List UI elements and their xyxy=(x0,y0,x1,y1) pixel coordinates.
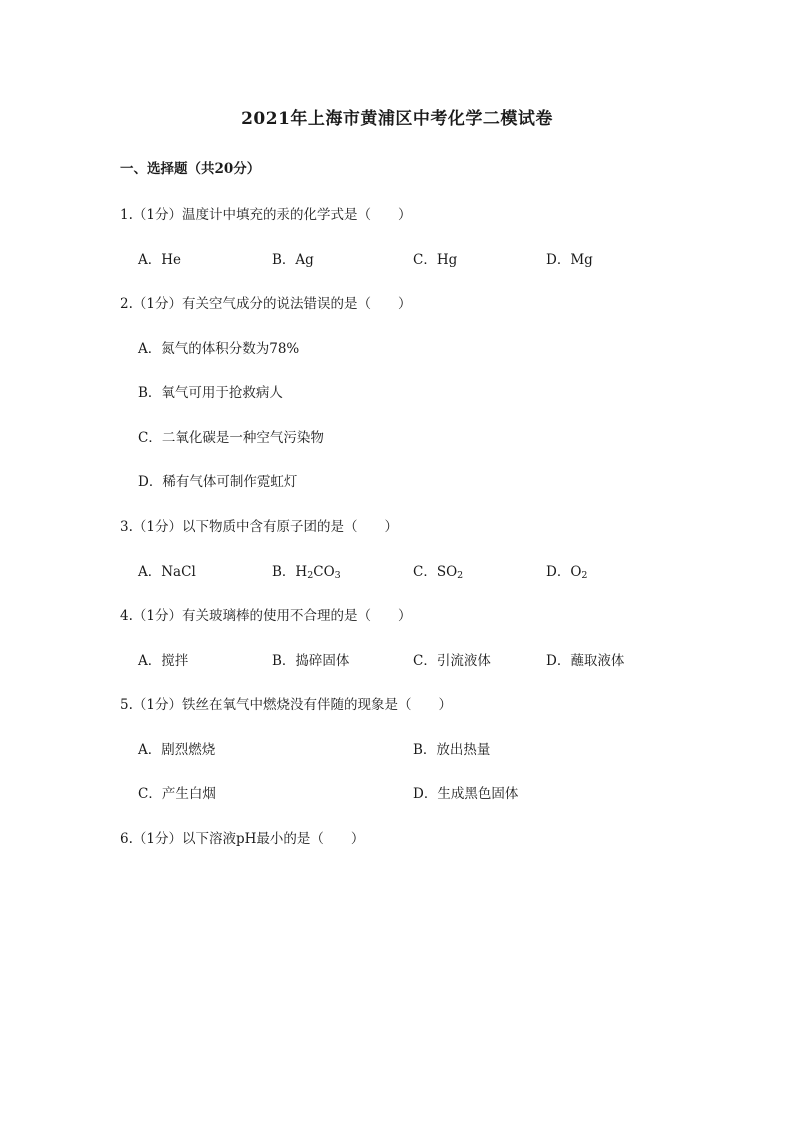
question-5-option-c: C．产生白烟 xyxy=(138,786,216,802)
question-5-option-b: B．放出热量 xyxy=(413,742,491,758)
question-1-stem: 1.（1分）温度计中填充的汞的化学式是（ ） xyxy=(120,207,412,223)
question-4-option-d: D．蘸取液体 xyxy=(546,653,625,669)
question-3-option-a xyxy=(138,560,196,580)
page-title: 2021年上海市黄浦区中考化学二模试卷 xyxy=(241,109,553,129)
formula-subscript: 2 xyxy=(581,570,588,581)
question-2-option-b: B．氧气可用于抢救病人 xyxy=(138,385,283,401)
question-5-option-d: D．生成黑色固体 xyxy=(413,786,519,802)
question-5-stem: 5.（1分）铁丝在氧气中燃烧没有伴随的现象是（ ） xyxy=(120,697,452,713)
question-6-stem: 6.（1分）以下溶液pH最小的是（ ） xyxy=(120,831,365,847)
question-4-stem: 4.（1分）有关玻璃棒的使用不合理的是（ ） xyxy=(120,608,412,624)
question-1-option-d: D．Mg xyxy=(546,252,593,268)
formula-text: C．SO xyxy=(413,564,458,580)
formula-text: D．O xyxy=(546,564,582,580)
question-1-option-c: C．Hg xyxy=(413,252,458,268)
question-4-option-a: A．搅拌 xyxy=(138,653,189,669)
formula-text: CO xyxy=(313,564,335,580)
question-4-option-c: C．引流液体 xyxy=(413,653,491,669)
formula-text: B．H xyxy=(272,564,308,580)
question-2-stem: 2.（1分）有关空气成分的说法错误的是（ ） xyxy=(120,296,412,312)
question-1-option-a: A．He xyxy=(138,252,182,268)
question-2-option-a: A．氮气的体积分数为78% xyxy=(138,341,300,357)
question-3-option-c xyxy=(413,560,463,580)
question-1-option-b: B．Ag xyxy=(272,252,314,268)
formula-subscript: 2 xyxy=(307,570,314,581)
section-heading: 一、选择题（共20分） xyxy=(120,161,261,177)
question-4-option-b: B．捣碎固体 xyxy=(272,653,350,669)
formula-text: A．NaCl xyxy=(138,564,196,580)
formula-subscript: 2 xyxy=(457,570,464,581)
question-2-option-c: C．二氧化碳是一种空气污染物 xyxy=(138,430,324,446)
question-2-option-d: D．稀有气体可制作霓虹灯 xyxy=(138,474,298,490)
question-5-option-a: A．剧烈燃烧 xyxy=(138,742,216,758)
question-3-stem: 3.（1分）以下物质中含有原子团的是（ ） xyxy=(120,519,398,535)
question-3-option-b xyxy=(272,560,341,580)
question-3-option-d xyxy=(546,560,587,580)
formula-subscript: 3 xyxy=(334,570,341,581)
